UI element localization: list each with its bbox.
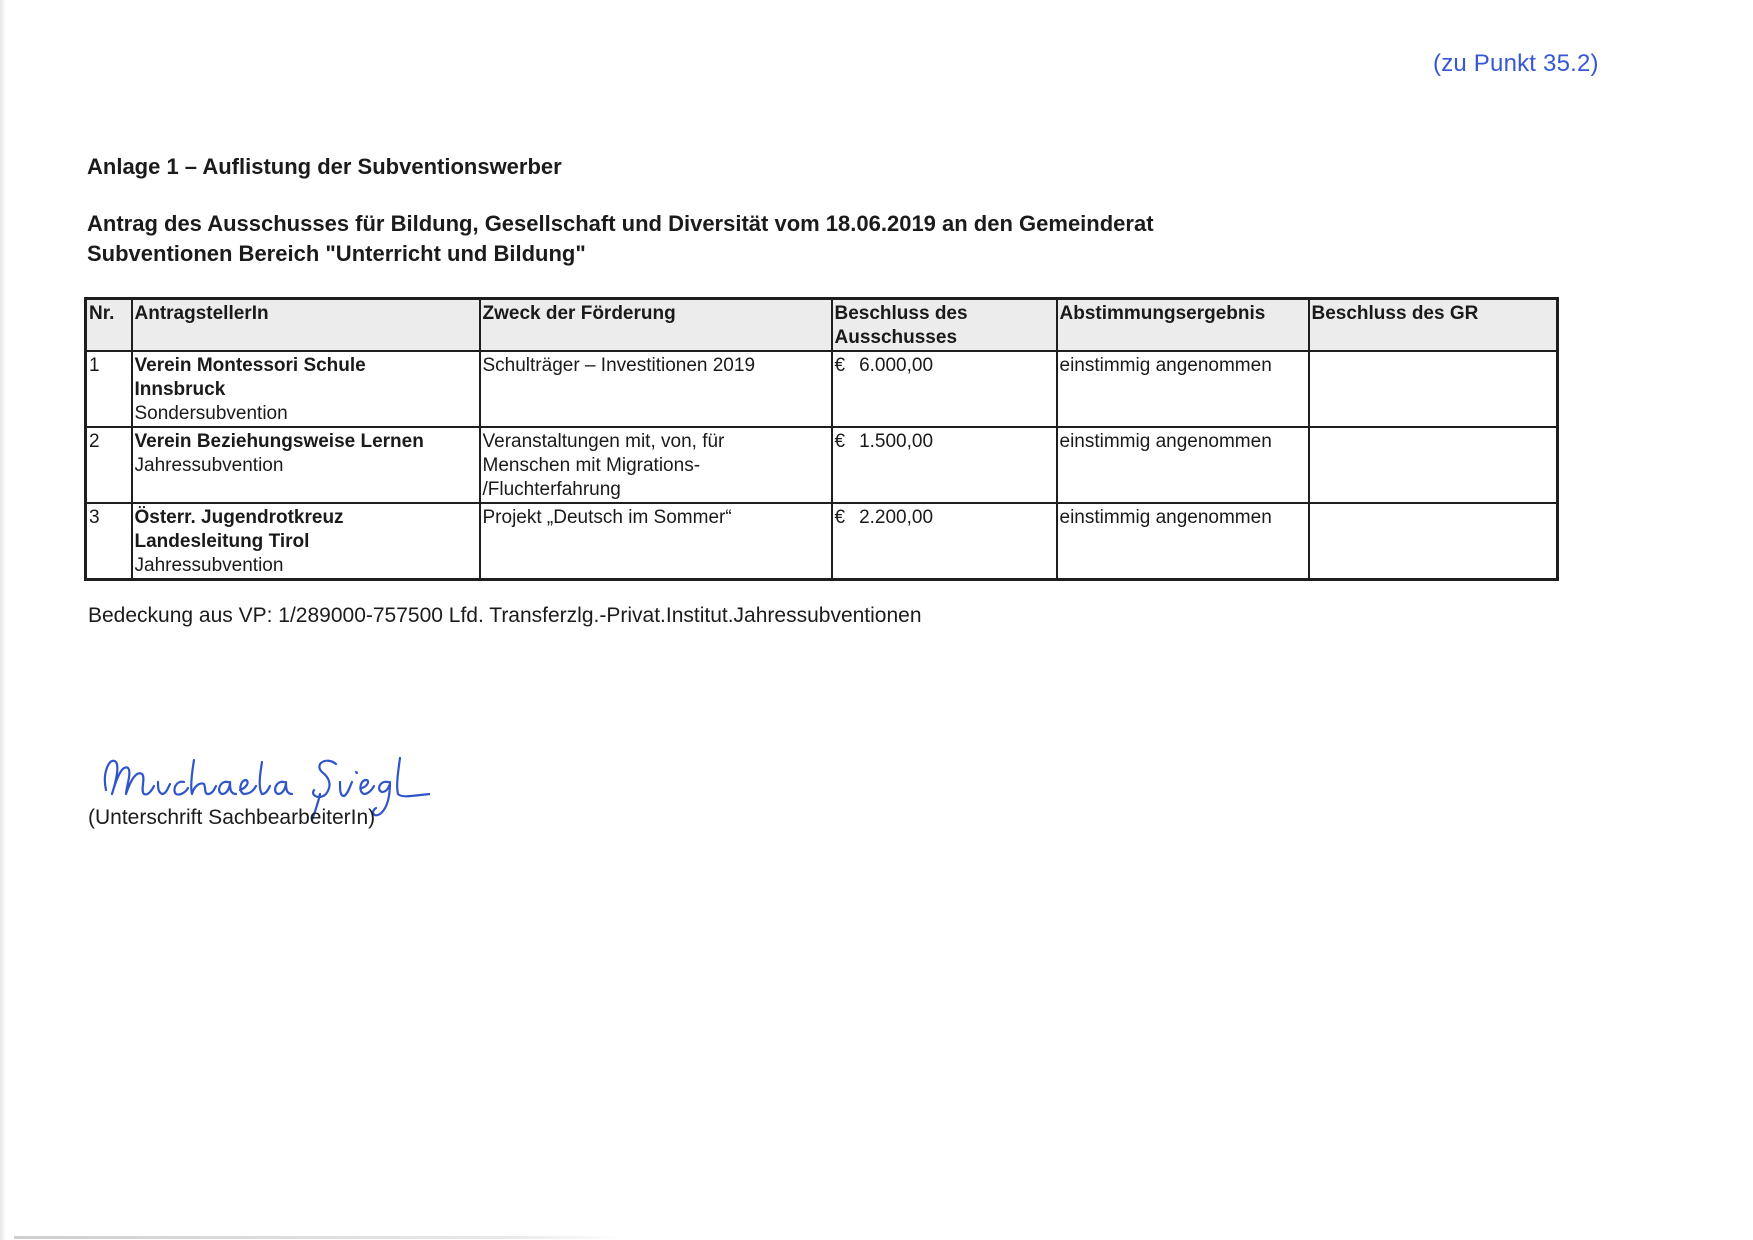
table-row [86, 503, 1558, 580]
agenda-reference: (zu Punkt 35.2) [1433, 50, 1599, 77]
row-vote-result: einstimmig angenommen [1057, 351, 1309, 427]
row-purpose [480, 427, 832, 503]
page-edge-shadow [0, 0, 6, 1240]
purpose-line-2: Menschen mit Migrations- [482, 455, 701, 476]
amount-value: 2.200,00 [859, 507, 934, 528]
row-vote-result: einstimmig angenommen [1057, 503, 1309, 580]
applicant-name-line-2: Innsbruck [134, 379, 226, 400]
row-purpose: Projekt „Deutsch im Sommer“ [480, 503, 832, 580]
row-amount [832, 351, 1057, 427]
header-committee-decision-line-1: Beschluss des [834, 303, 968, 324]
row-council-decision [1309, 427, 1558, 503]
budget-coverage-note: Bedeckung aus VP: 1/289000-757500 Lfd. Transferzlg.-Privat.Institut.Jahressubventionen [88, 604, 922, 627]
document-subtitle-line-2: Subventionen Bereich "Unterricht und Bildung" [87, 241, 586, 266]
header-nr: Nr. [86, 299, 132, 352]
subsidy-table [84, 297, 1559, 581]
header-applicant: AntragstellerIn [132, 299, 480, 352]
row-applicant [132, 427, 480, 503]
row-amount [832, 503, 1057, 580]
amount-value: 6.000,00 [859, 355, 934, 376]
currency-symbol: € [834, 507, 846, 528]
row-nr: 3 [86, 503, 132, 580]
applicant-name-line-1: Österr. Jugendrotkreuz [134, 507, 344, 528]
row-vote-result: einstimmig angenommen [1057, 427, 1309, 503]
row-amount [832, 427, 1057, 503]
purpose-line-1: Veranstaltungen mit, von, für [482, 431, 725, 452]
table-row [86, 351, 1558, 427]
applicant-name-line-2: Landesleitung Tirol [134, 531, 310, 552]
applicant-subsidy-type: Jahressubvention [134, 555, 284, 576]
header-purpose: Zweck der Förderung [480, 299, 832, 352]
row-nr: 2 [86, 427, 132, 503]
row-council-decision [1309, 503, 1558, 580]
row-nr: 1 [86, 351, 132, 427]
row-purpose: Schulträger – Investitionen 2019 [480, 351, 832, 427]
currency-symbol: € [834, 355, 846, 376]
row-applicant [132, 351, 480, 427]
row-applicant [132, 503, 480, 580]
currency-symbol: € [834, 431, 846, 452]
applicant-subsidy-type: Jahressubvention [134, 455, 284, 476]
table-header-row [86, 299, 1558, 352]
amount-value: 1.500,00 [859, 431, 934, 452]
header-committee-decision [832, 299, 1057, 352]
row-council-decision [1309, 351, 1558, 427]
document-title: Anlage 1 – Auflistung der Subventionswerber [87, 154, 562, 179]
header-council-decision: Beschluss des GR [1309, 299, 1558, 352]
header-vote-result: Abstimmungsergebnis [1057, 299, 1309, 352]
page-bottom-edge [14, 1236, 624, 1239]
applicant-name-line-1: Verein Montessori Schule [134, 355, 366, 376]
table-row [86, 427, 1558, 503]
header-committee-decision-line-2: Ausschusses [834, 327, 958, 348]
applicant-name-line-1: Verein Beziehungsweise Lernen [134, 431, 424, 452]
document-subtitle-line-1: Antrag des Ausschusses für Bildung, Gesellschaft und Diversität vom 18.06.2019 an den Gemeinderat [87, 211, 1154, 236]
signature-caption: (Unterschrift SachbearbeiterIn) [88, 806, 376, 829]
applicant-subsidy-type: Sondersubvention [134, 403, 288, 424]
purpose-line-3: /Fluchterfahrung [482, 479, 621, 500]
